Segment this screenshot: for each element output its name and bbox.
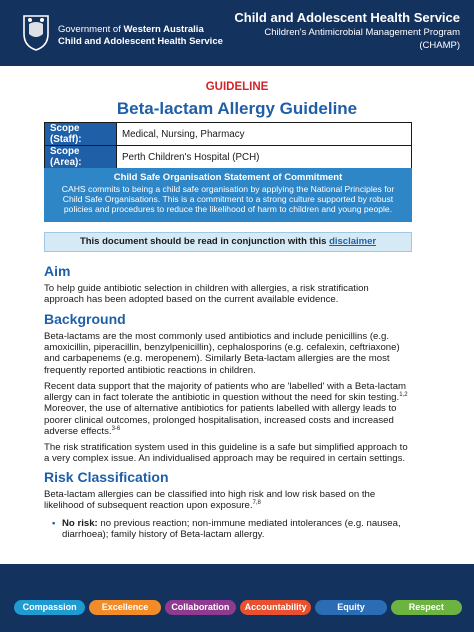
child-safe-commitment-box — [44, 168, 412, 222]
background-paragraph-2: Recent data support that the majority of patients who are 'labelled' with a Beta-lactam allergy can in fact tolerate the antibiotic in question without the need for skin testing.$^{1,2}$ Moreover, the use of alternative antibiotics for patients labelled with allergy leads to poorer clinical outcomes, prolonged hospitalisation, increased costs and increased adverse effects.$^{3-6}$ — [44, 381, 408, 437]
service-title: Child and Adolescent Health Service — [234, 10, 460, 25]
background-paragraph-1: Beta-lactams are the most commonly used antibiotics and include penicillins (e.g. amoxicillin, piperacillin, benzylpenicillin), cephalosporins (e.g. cefalexin, ceftriaxone) and carbapenems (e.g. meropenem). Similarly Beta-lactam allergies are the most frequently reported antibiotic reactions in children. — [44, 331, 400, 376]
aim-paragraph: To help guide antibiotic selection in children with allergies, a risk stratification approach has been adopted based on the current available evidence. — [44, 283, 369, 306]
background-heading: Background — [44, 311, 126, 327]
wa-crest-icon — [20, 12, 52, 52]
government-department: Child and Adolescent Health Service — [58, 36, 223, 47]
background-paragraph-3: The risk stratification system used in this guideline is a safe but simplified approach to a very complex issue. An individualised approach may be required in certain settings. — [44, 442, 408, 465]
disclaimer-text: This document should be read in conjunction with this — [79, 236, 330, 247]
list-item: • No risk: no previous reaction; non-immune mediated intolerances (e.g. nausea, diarrhoea); family history of Beta-lactam allergy. — [52, 518, 401, 541]
scope-table — [44, 122, 412, 169]
disclaimer-notice — [44, 232, 412, 252]
risk-classification-heading: Risk Classification — [44, 469, 169, 485]
scope-staff-value: Medical, Nursing, Pharmacy — [117, 123, 412, 146]
scope-staff-key: Scope (Staff): — [45, 123, 117, 146]
value-collaboration: Collaboration — [165, 600, 236, 615]
bullet-icon: • — [52, 518, 56, 529]
risk-paragraph: Beta-lactam allergies can be classified into high risk and low risk based on the likelihood of subsequent reaction upon exposure.$^{7,8}$ — [44, 489, 376, 512]
value-excellence: Excellence — [89, 600, 160, 615]
value-equity: Equity — [315, 600, 386, 615]
page-header — [0, 0, 474, 66]
reference-superscript: 3-6 — [111, 425, 121, 432]
scope-area-key: Scope (Area): — [45, 146, 117, 169]
document-title: Beta-lactam Allergy Guideline — [116, 99, 358, 118]
government-name: Government of Western Australia — [58, 24, 204, 35]
reference-superscript: 1,2 — [399, 392, 408, 399]
service-abbreviation: (CHAMP) — [419, 40, 460, 51]
table-row — [45, 146, 412, 169]
aim-heading: Aim — [44, 263, 71, 279]
value-accountability: Accountability — [240, 600, 311, 615]
page-footer — [0, 564, 474, 632]
value-compassion: Compassion — [14, 600, 85, 615]
scope-area-value: Perth Children's Hospital (PCH) — [117, 146, 412, 169]
commitment-text: CAHS commits to being a child safe organisation by applying the National Principles for Child Safe Organisations. This is a commitment to a strong culture supported by robust policies and procedures to reduce the likelihood of harm to children and young people. — [61, 184, 395, 214]
table-row — [45, 123, 412, 146]
reference-superscript: 7,8 — [252, 500, 261, 507]
value-respect: Respect — [391, 600, 462, 615]
values-bar — [14, 600, 462, 615]
disclaimer-link[interactable]: disclaimer — [329, 236, 377, 247]
document-type-label: GUIDELINE — [205, 81, 269, 93]
commitment-title: Child Safe Organisation Statement of Commitment — [113, 172, 343, 183]
service-subtitle: Children's Antimicrobial Management Program — [264, 27, 460, 38]
